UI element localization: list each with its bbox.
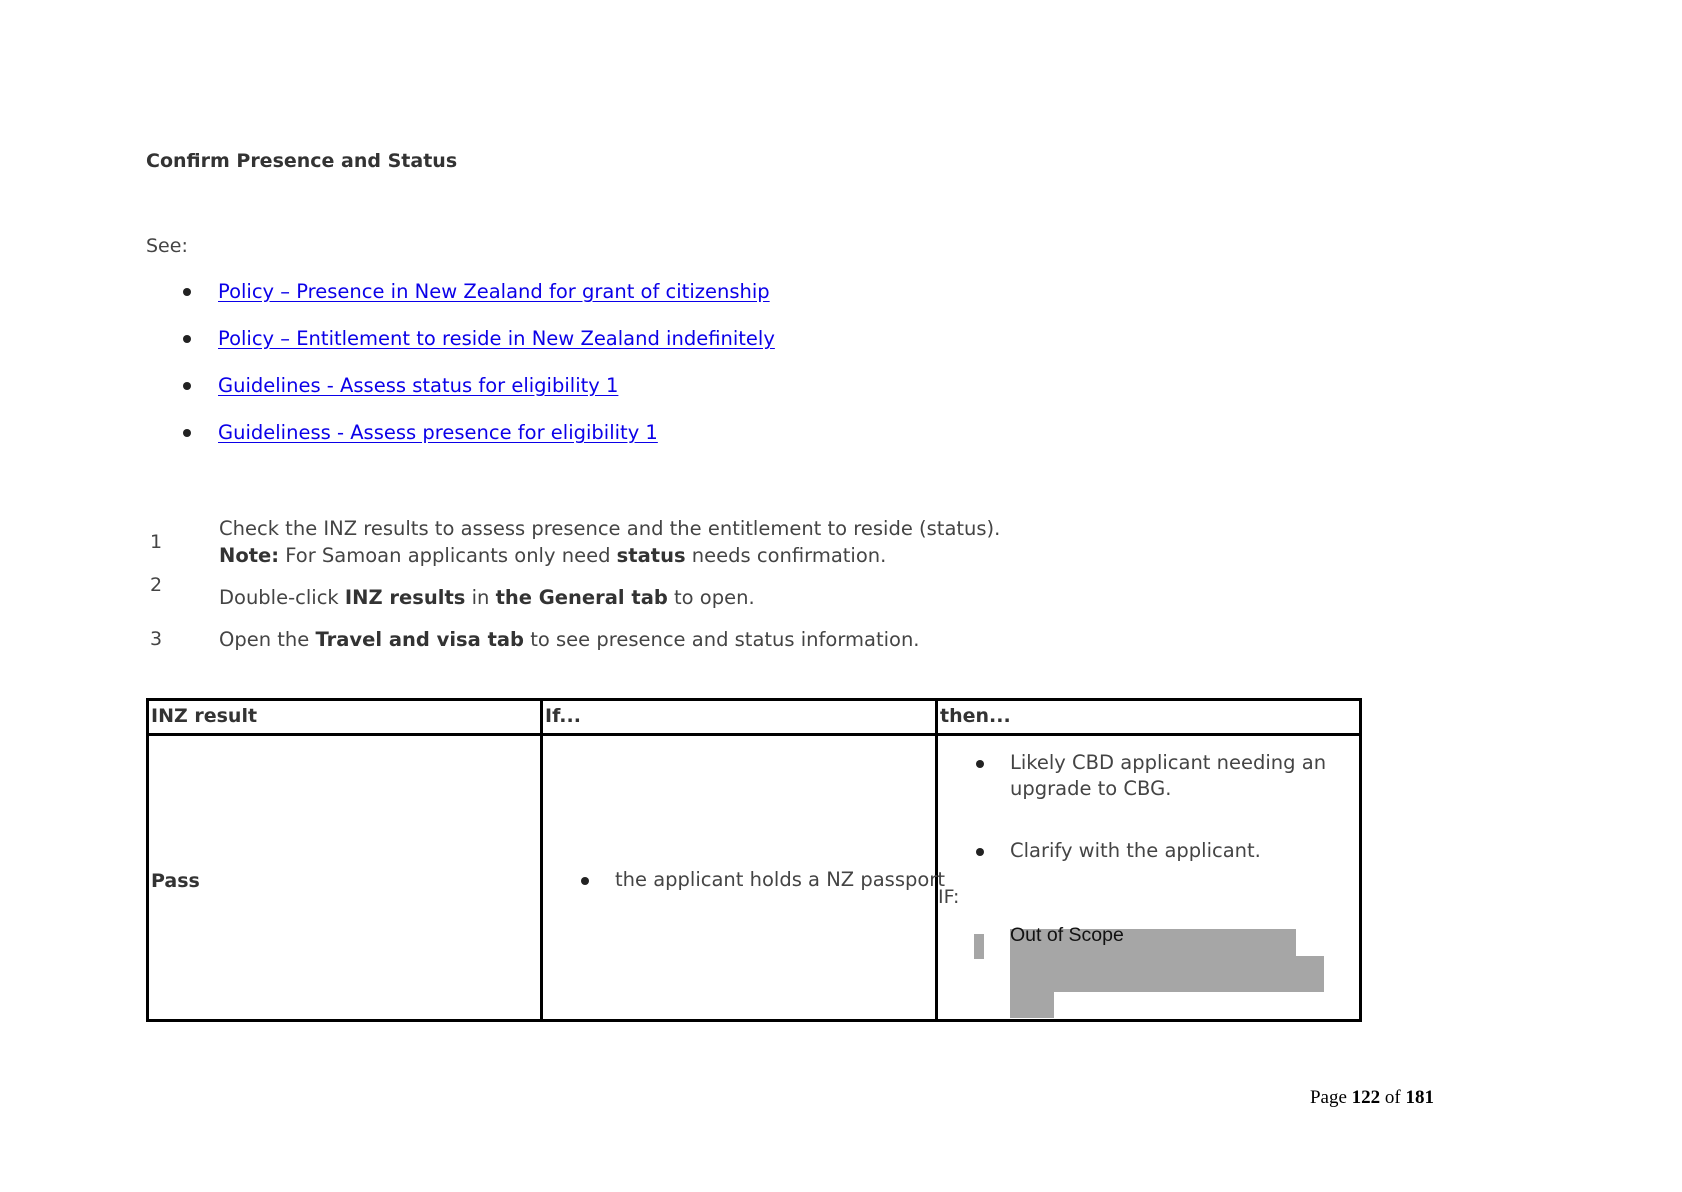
step-bold-part: INZ results: [344, 586, 466, 609]
out-of-scope-label: Out of Scope: [1010, 924, 1124, 946]
table-row: [148, 735, 1361, 1021]
if-list-item: [581, 868, 945, 891]
policy-entitlement-link[interactable]: Policy – Entitlement to reside in New Zealand indefinitely: [218, 327, 775, 350]
then-item-text: Likely CBD applicant needing an upgrade to CBG.: [1010, 751, 1327, 800]
header-then: then...: [937, 700, 1361, 735]
redaction-mark: [974, 934, 984, 959]
bullet-icon: [581, 877, 589, 885]
guidelines-presence-link[interactable]: Guideliness - Assess presence for eligibility 1: [218, 421, 658, 444]
step-3-text: [219, 628, 920, 651]
step-text-part: in: [471, 586, 490, 609]
policy-presence-link[interactable]: Policy – Presence in New Zealand for grant of citizenship: [218, 280, 770, 303]
page-word: Page: [1309, 1087, 1347, 1108]
inz-result-table: [146, 698, 1362, 1022]
result-cell: [148, 735, 542, 1021]
if-cell: [542, 735, 945, 1021]
then-list-item: [976, 838, 1261, 864]
step-bold-part: Travel and visa tab: [315, 628, 525, 651]
bullet-icon: [183, 335, 191, 343]
header-if: If...: [542, 700, 937, 735]
bullet-icon: [976, 848, 984, 856]
step-text-part: to open.: [674, 586, 755, 609]
then-list-item: [976, 750, 1327, 800]
page-number: [1310, 1087, 1434, 1109]
step-number: 1: [150, 531, 163, 553]
redaction-block: [1010, 956, 1324, 992]
page-heading: Confirm Presence and Status: [146, 150, 458, 172]
current-page: 122: [1351, 1087, 1381, 1108]
if-item-text: the applicant holds a NZ passport: [615, 868, 945, 891]
header-inz-result: INZ result: [148, 700, 542, 735]
see-label: See:: [146, 235, 188, 257]
step-bold-part: the General tab: [495, 586, 668, 609]
step-number: 3: [150, 628, 163, 650]
then-cell: [937, 735, 1361, 1021]
note-bold: status: [616, 544, 686, 567]
then-item-text: Clarify with the applicant.: [1010, 839, 1261, 862]
step-number: 2: [150, 574, 163, 596]
guidelines-status-link[interactable]: Guidelines - Assess status for eligibility 1: [218, 374, 619, 397]
step-text-part: Open the: [219, 628, 310, 651]
bullet-icon: [976, 760, 984, 768]
step-text-part: Double-click: [219, 586, 339, 609]
redaction-block: [1010, 992, 1054, 1018]
bullet-icon: [183, 288, 191, 296]
note-text-end: needs confirmation.: [691, 544, 887, 567]
note-label: Note:: [219, 544, 280, 567]
step-1-text: Check the INZ results to assess presence and the entitlement to reside (status).: [219, 517, 1001, 540]
if-label: IF:: [938, 886, 960, 908]
bullet-icon: [183, 429, 191, 437]
step-2-text: [219, 586, 755, 609]
result-pass: Pass: [151, 870, 200, 892]
step-text-part: to see presence and status information.: [530, 628, 920, 651]
step-1-note: [219, 544, 886, 567]
table-header-row: [148, 700, 1361, 735]
of-word: of: [1384, 1087, 1401, 1108]
total-pages: 181: [1405, 1087, 1434, 1108]
bullet-icon: [183, 382, 191, 390]
note-text: For Samoan applicants only need: [285, 544, 611, 567]
